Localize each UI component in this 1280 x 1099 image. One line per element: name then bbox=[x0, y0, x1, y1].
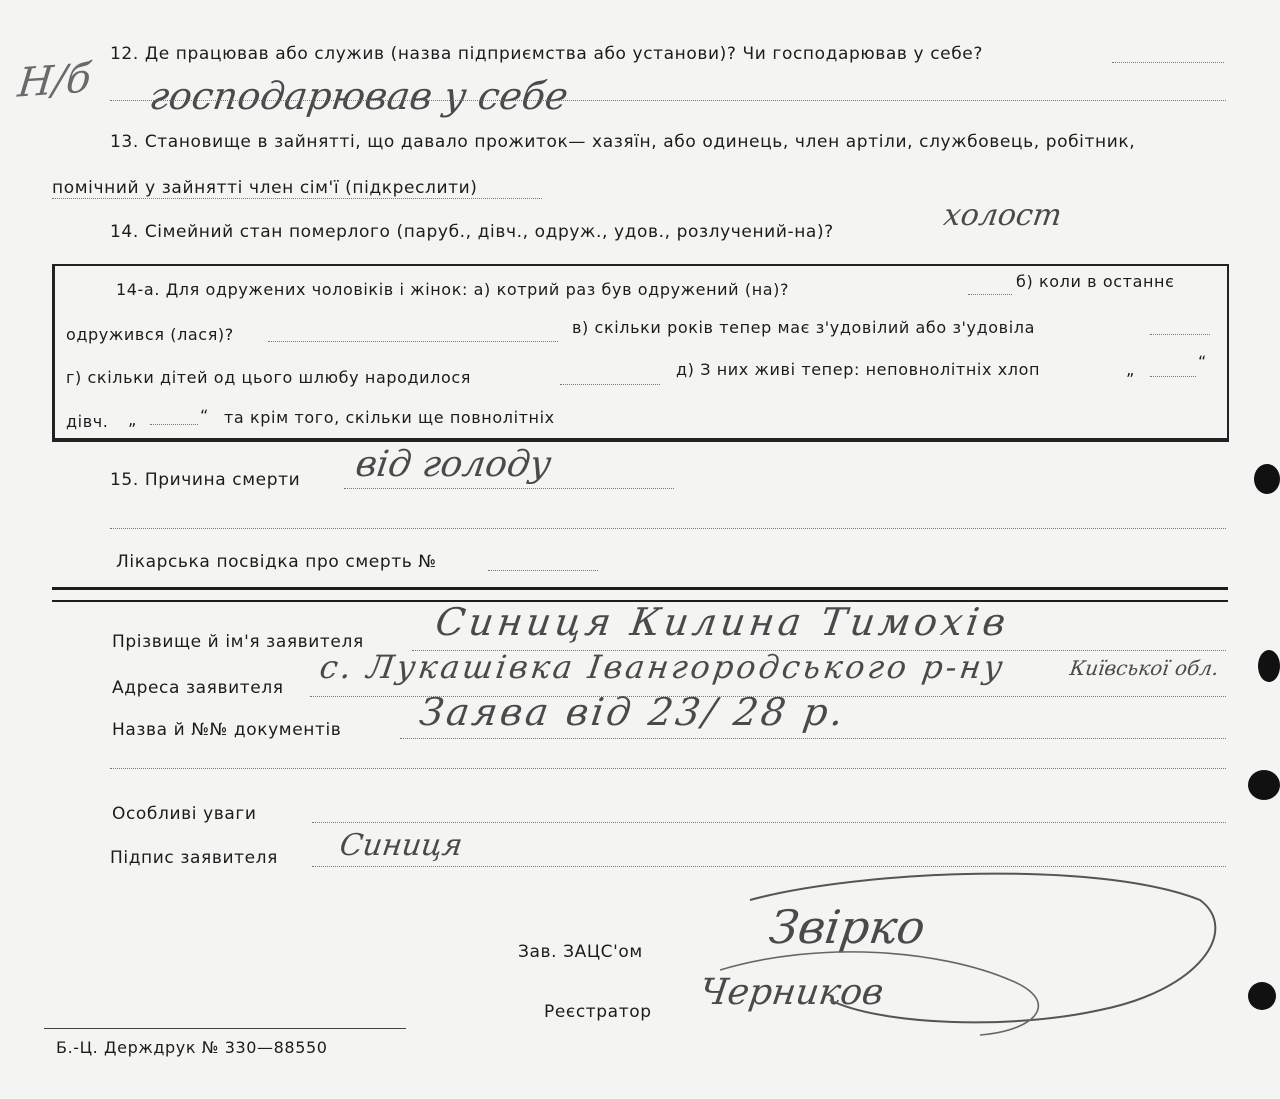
question-14-label: 14. Сімейний стан померлого (паруб., дівч., одруж., удов., розлучений-на)? bbox=[110, 222, 834, 242]
applicant-address-label: Адреса заявителя bbox=[112, 678, 284, 698]
question-13-label-cont: помічний у зайнятті член сім'ї (підкреслити) bbox=[52, 178, 478, 198]
q12-answer: господарював у себе bbox=[146, 74, 571, 118]
question-14a-line2: одружився (лася)? bbox=[66, 325, 234, 344]
question-14a-line4-b: та крім того, скільки ще повнолітніх bbox=[224, 408, 555, 427]
question-13-label: 13. Становище в зайнятті, що давало прожиток— хазяїн, або одинець, член артіли, службовець, робітник, bbox=[110, 132, 1136, 152]
quote-mark-4: “ bbox=[200, 406, 209, 425]
signature-flourish bbox=[680, 860, 1240, 1060]
quote-mark-3: „ bbox=[128, 410, 137, 429]
q14a-line-e bbox=[1150, 376, 1196, 377]
special-notes-label: Особливі уваги bbox=[112, 804, 257, 824]
head-of-registry-label: Зав. ЗАЦС'ом bbox=[518, 942, 643, 962]
applicant-name: Синиця Килина Тимохів bbox=[432, 600, 1013, 644]
margin-note: Н/б bbox=[15, 55, 94, 107]
q12-line-2 bbox=[110, 100, 1226, 101]
applicant-name-label: Прізвище й ім'я заявителя bbox=[112, 632, 364, 652]
q15-line bbox=[344, 488, 674, 489]
punch-hole-1 bbox=[1254, 464, 1280, 494]
punch-hole-4 bbox=[1248, 982, 1276, 1010]
head-signature: Звірко bbox=[766, 900, 929, 954]
documents-label: Назва й №№ документів bbox=[112, 720, 342, 740]
q12-line-1 bbox=[1112, 62, 1224, 63]
question-14a-line1-b: б) коли в останнє bbox=[1016, 272, 1175, 291]
q14a-line-f bbox=[150, 424, 198, 425]
q14-answer: холост bbox=[941, 198, 1064, 233]
special-notes-line bbox=[312, 822, 1226, 823]
registrar-label: Реєстратор bbox=[544, 1002, 652, 1022]
q13-line bbox=[52, 198, 542, 199]
q15-answer: від голоду bbox=[353, 444, 554, 485]
question-14a-line3: г) скільки дітей од цього шлюбу народилося bbox=[66, 368, 471, 387]
question-14a-line4: дівч. bbox=[66, 412, 109, 431]
quote-mark-1: „ bbox=[1126, 360, 1135, 379]
documents-value: Заява від 23/ 28 р. bbox=[416, 690, 849, 734]
question-14a-line1: 14-а. Для одружених чоловіків і жінок: а) котрий раз був одружений (на)? bbox=[116, 280, 790, 299]
q14a-line-d bbox=[560, 384, 660, 385]
printer-imprint: Б.-Ц. Держдрук № 330—88550 bbox=[56, 1038, 328, 1057]
q14a-line-b bbox=[268, 341, 558, 342]
registrar-signature: Черников bbox=[697, 972, 887, 1013]
documents-line bbox=[400, 738, 1226, 739]
question-14a-line3-b: д) З них живі тепер: неповнолітніх хлоп bbox=[676, 360, 1041, 379]
q14a-line-a bbox=[968, 294, 1012, 295]
applicant-signature: Синиця bbox=[337, 828, 465, 863]
applicant-address: с. Лукашівка Івангородського р-ну bbox=[317, 648, 1009, 686]
applicant-signature-label: Підпис заявителя bbox=[110, 848, 278, 868]
quote-mark-2: “ bbox=[1198, 352, 1207, 371]
punch-hole-2 bbox=[1258, 650, 1280, 682]
question-15-label: 15. Причина смерти bbox=[110, 470, 301, 490]
q14a-line-c bbox=[1150, 334, 1210, 335]
section-divider-thick bbox=[52, 587, 1228, 590]
applicant-address-extra: Київської обл. bbox=[1068, 656, 1221, 680]
q15-line-2 bbox=[110, 528, 1226, 529]
punch-hole-3 bbox=[1248, 770, 1280, 800]
documents-line-2 bbox=[110, 768, 1226, 769]
question-14a-line2-b: в) скільки років тепер має з'удовілий або з'удовіла bbox=[572, 318, 1035, 337]
medical-certificate-label: Лікарська посвідка про смерть № bbox=[116, 552, 437, 572]
question-12-label: 12. Де працював або служив (назва підприємства або установи)? Чи господарював у себе? bbox=[110, 44, 983, 64]
certificate-line bbox=[488, 570, 598, 571]
footer-rule bbox=[44, 1028, 406, 1029]
